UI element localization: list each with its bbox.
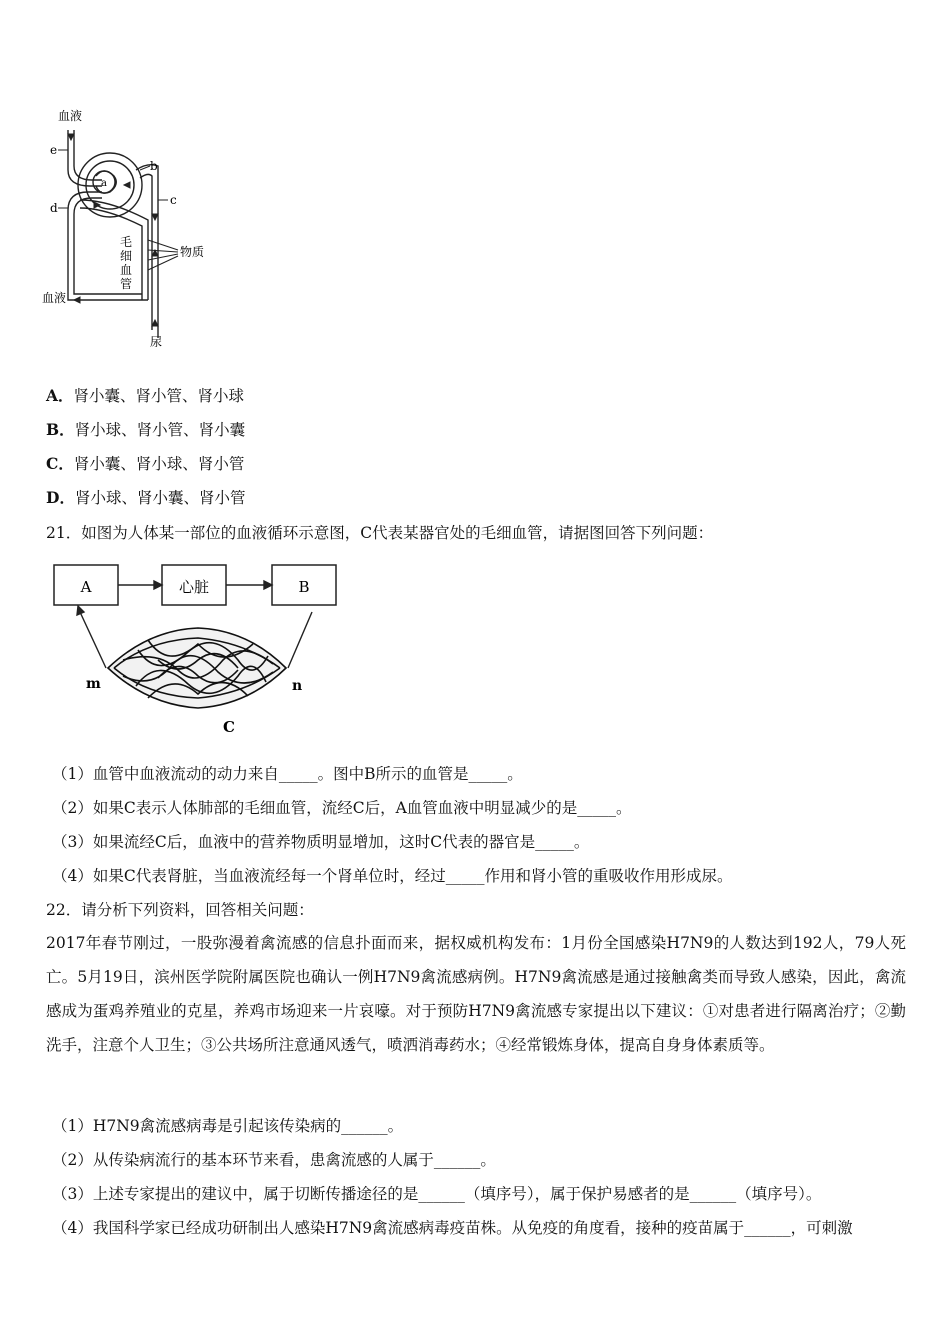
- option-letter: D．: [46, 488, 75, 507]
- q21-stem: 21．如图为人体某一部位的血液循环示意图，C代表某器官处的毛细血管，请据图回答下列问题：: [46, 524, 714, 542]
- box-a-label: A: [80, 578, 92, 596]
- q21-sub1: （1）血管中血液流动的动力来自_____。图中B所示的血管是_____。: [52, 765, 523, 783]
- capsule-outer: [78, 153, 142, 217]
- option-letter: A．: [46, 386, 74, 405]
- option-text: 肾小囊、肾小管、肾小球: [73, 387, 245, 405]
- label-m: m: [86, 676, 101, 692]
- q22-stem: 22．请分析下列资料，回答相关问题：: [46, 901, 314, 919]
- box-heart-label: 心脏: [178, 578, 210, 596]
- q21-sub3: （3）如果流经C后，血液中的营养物质明显增加，这时C代表的器官是_____。: [52, 833, 590, 851]
- capillary: [80, 200, 148, 300]
- vessel-e: [68, 130, 102, 186]
- q21-sub2: （2）如果C表示人体肺部的毛细血管，流经C后，A血管血液中明显减少的是_____。: [52, 799, 632, 817]
- q22-sub2: （2）从传染病流行的基本环节来看，患禽流感的人属于______。: [52, 1151, 496, 1169]
- option-d: [46, 488, 245, 508]
- label-n: n: [292, 678, 303, 694]
- vessel-m: [80, 612, 106, 668]
- option-b: [46, 420, 245, 440]
- nephron-diagram: [40, 100, 230, 350]
- label-blood-in: 血液: [58, 109, 83, 123]
- option-a: [46, 386, 244, 406]
- label-e: e: [50, 143, 58, 157]
- label-capillary-1: 毛: [120, 235, 133, 249]
- capillary-network: [108, 628, 286, 708]
- option-c: [46, 454, 244, 474]
- label-c: c: [170, 193, 177, 207]
- option-text: 肾小球、肾小管、肾小囊: [74, 421, 246, 439]
- q21-sub4: （4）如果C代表肾脏，当血液流经每一个肾单位时，经过_____作用和肾小管的重吸收作用形成尿。: [52, 867, 733, 885]
- option-letter: B．: [46, 420, 75, 439]
- label-b: b: [150, 159, 158, 173]
- q22-sub1: （1）H7N9禽流感病毒是引起该传染病的______。: [52, 1117, 404, 1135]
- q22-paragraph: 2017年春节刚过，一股弥漫着禽流感的信息扑面而来，据权威机构发布：1月份全国感染H7N9的人数达到192人，79人死亡。5月19日，滨州医学院附属医院也确认一例H7N9禽流感病例。H7N9禽流感是通过接触禽类而导致人感染，因此，禽流感成为蛋鸡养殖业的克星，养鸡市场迎来一片哀嚎。对于预防H7N9禽流感专家提出以下建议：①对患者进行隔离治疗；②勤洗手，注意个人卫生；③公共场所注意通风透气，喷洒消毒药水；④经常锻炼身体，提高自身身体素质等。: [46, 934, 906, 1054]
- circulation-diagram: [48, 560, 348, 740]
- label-capillary-4: 管: [120, 277, 133, 291]
- label-substance: 物质: [180, 245, 205, 259]
- tubule-b: [136, 165, 158, 330]
- label-urine: 尿: [150, 335, 163, 349]
- q22-sub3: （3）上述专家提出的建议中，属于切断传播途径的是______（填序号），属于保护易感者的是______（填序号）。: [52, 1185, 822, 1203]
- option-letter: C．: [46, 454, 74, 473]
- label-capillary-3: 血: [120, 263, 133, 277]
- vessel-n: [288, 612, 312, 668]
- box-b-label: B: [298, 578, 310, 596]
- option-text: 肾小球、肾小囊、肾小管: [74, 489, 246, 507]
- label-a: a: [101, 178, 107, 189]
- q22-sub4: （4）我国科学家已经成功研制出人感染H7N9禽流感病毒疫苗株。从免疫的角度看，接种的疫苗属于______，可刺激: [52, 1219, 853, 1237]
- label-c: C: [223, 718, 235, 736]
- label-d: d: [50, 201, 58, 215]
- label-blood-out: 血液: [42, 291, 67, 305]
- label-capillary-2: 细: [120, 249, 133, 263]
- option-text: 肾小囊、肾小球、肾小管: [73, 455, 245, 473]
